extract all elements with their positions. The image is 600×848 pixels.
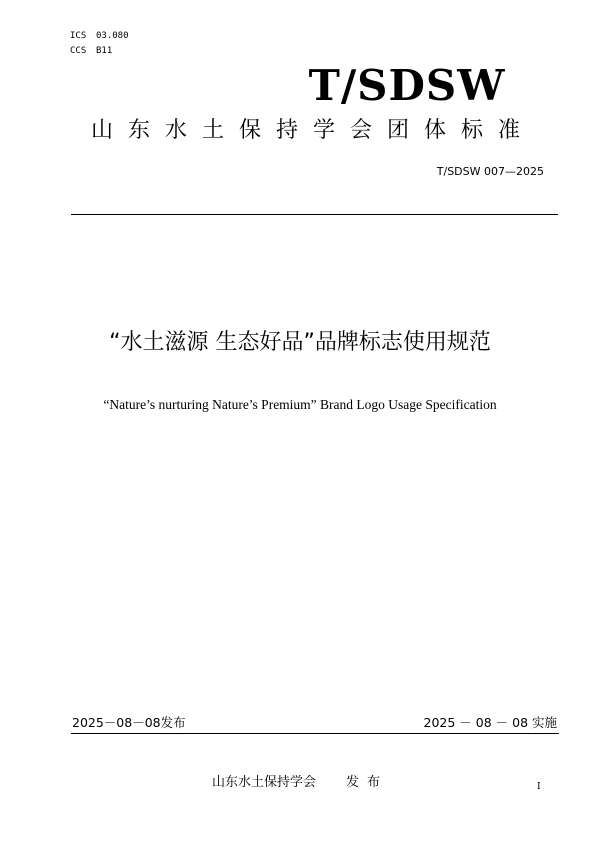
publisher-line xyxy=(0,774,600,792)
ics-classification xyxy=(70,30,129,42)
footer-divider xyxy=(71,733,559,734)
ccs-value: B11 xyxy=(96,46,113,56)
issue-date: 2025－08－08发布 xyxy=(72,715,186,730)
document-title-chinese: “水土滋源 生态好品”品牌标志使用规范 xyxy=(109,330,491,355)
document-number: T/SDSW 007—2025 xyxy=(436,165,544,178)
ics-value: 03.080 xyxy=(96,31,129,41)
page-number: I xyxy=(537,782,541,792)
organization-standard-title: 山东水土保持学会团体标准 xyxy=(90,118,535,143)
publisher-name: 山东水土保持学会 xyxy=(211,775,316,790)
implementation-date: 2025 － 08 － 08 实施 xyxy=(423,715,557,730)
header-divider xyxy=(71,214,558,215)
ccs-label: CCS xyxy=(70,46,87,56)
document-title-english: “Nature’s nurturing Nature’s Premium” Brand Logo Usage Specification xyxy=(103,397,497,412)
standard-code: T/SDSW xyxy=(308,61,506,110)
ccs-classification xyxy=(70,45,112,57)
publish-action: 发布 xyxy=(346,775,389,790)
ics-label: ICS xyxy=(70,31,87,41)
